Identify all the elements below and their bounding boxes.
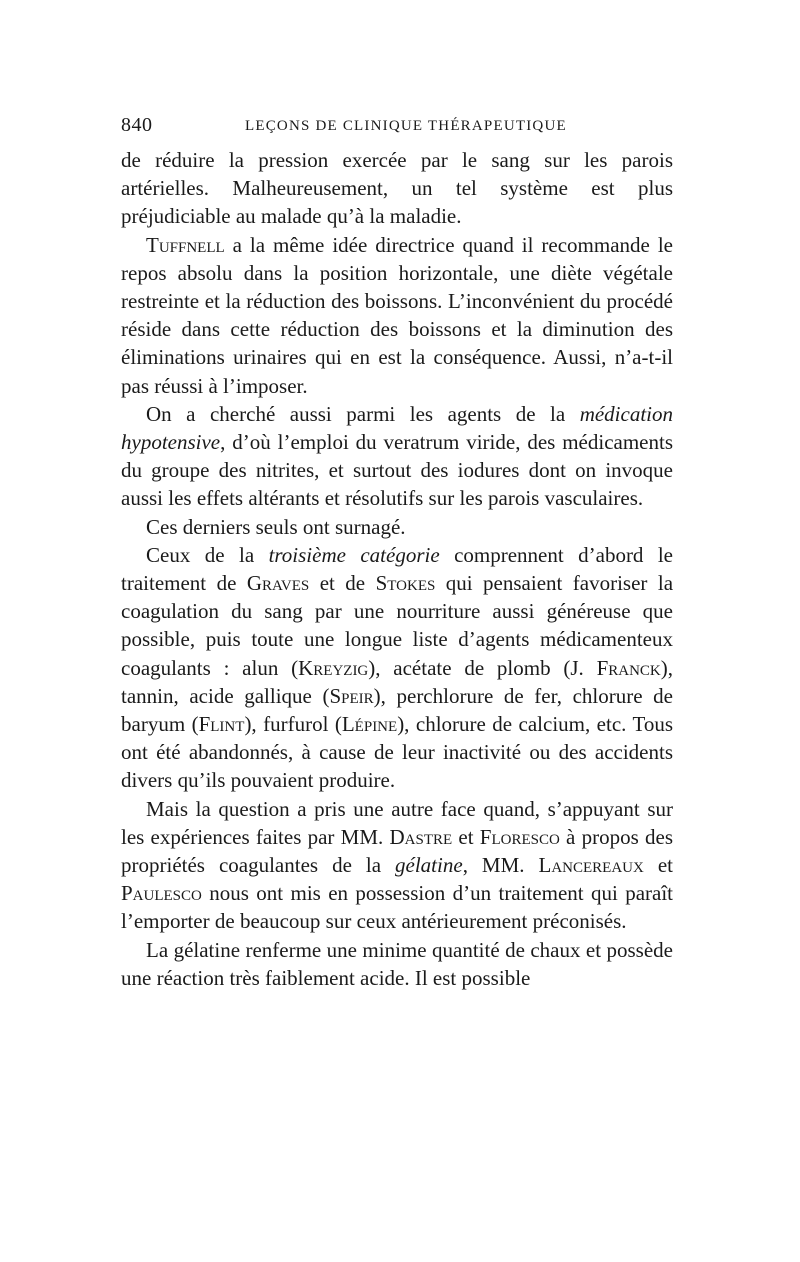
text-segment: et (452, 824, 480, 849)
emphasis-text: troisième catégorie (268, 542, 440, 567)
text-segment: et de (309, 571, 376, 596)
text-segment: Ces derniers seuls ont surnagé. (146, 514, 406, 539)
paragraph (121, 146, 673, 231)
author-name: Franck (596, 655, 661, 680)
text-segment: comprennent d’abord le traitement de (121, 542, 674, 596)
text-segment: Mais la question a pris une autre face quand, s’appuyant sur les expériences faites par MM. (121, 796, 673, 849)
text-segment: Ceux de la (146, 542, 269, 567)
author-name: Flint (198, 712, 245, 737)
text-segment: nous ont mis en possession d’un traitement qui paraît l’emporter de beaucoup sur ceux antérieurement préconisés. (121, 881, 673, 934)
author-name: Dastre (389, 824, 453, 849)
running-title: LEÇONS DE CLINIQUE THÉRAPEUTIQUE (245, 118, 567, 134)
emphasis-text: médication hypotensive (121, 401, 673, 455)
author-name: Graves (246, 571, 310, 596)
paragraph (121, 936, 673, 992)
emphasis-text: gélatine (395, 853, 463, 878)
author-name: Tuffnell (146, 232, 225, 257)
text-segment: qui pensaient favoriser la coagulation du sang par une nourriture aussi généreuse que possible, puis toute une longue liste d’agents médicamenteux coagulants : alun ( (121, 571, 674, 680)
page-header (121, 108, 673, 146)
text-segment: On a cherché aussi parmi les agents de la (146, 401, 580, 426)
page-number: 840 (121, 114, 153, 136)
text-segment: ), furfurol ( (244, 712, 342, 737)
paragraph (121, 513, 673, 541)
author-name: Stokes (375, 571, 436, 596)
text-segment: ), acétate de plomb (J. (368, 655, 597, 680)
paragraph (121, 400, 673, 513)
paragraph (121, 541, 673, 795)
author-name: Floresco (479, 824, 560, 849)
text-segment: ), tannin, acide gallique ( (121, 655, 673, 708)
author-name: Speir (329, 683, 374, 708)
author-name: Kreyzig (298, 655, 369, 680)
text-segment: ), chlorure de calcium, etc. Tous ont été abandonnés, à cause de leur inactivité ou des accidents divers qu’ils pouvaient produire. (121, 712, 673, 793)
author-name: Lépine (341, 712, 398, 737)
paragraph (121, 231, 673, 400)
text-segment: , d’où l’emploi du veratrum viride, des médicaments du groupe des nitrites, et surtout des iodures dont on invoque aussi les effets altérants et résolutifs sur les parois vasculaires. (121, 430, 673, 511)
author-name: Paulesco (121, 881, 202, 906)
text-segment: ), perchlorure de fer, chlorure de baryum ( (121, 683, 673, 737)
text-segment: de réduire la pression exercée par le sang sur les parois artérielles. Malheureusement, un tel système est plus préjudiciable au malade qu’à la maladie. (121, 148, 673, 229)
paragraph (121, 795, 673, 936)
text-segment: et (643, 853, 673, 878)
text-segment: , MM. (462, 853, 539, 878)
text-segment: à propos des propriétés coagulantes de la (121, 824, 673, 878)
body-text (121, 146, 673, 992)
author-name: Lancereaux (538, 853, 644, 878)
text-segment: a la même idée directrice quand il recommande le repos absolu dans la position horizontale, une diète végétale restreinte et la réduction des boissons. L’inconvénient du procédé réside dans cette réduction des boissons et la diminution des éliminations urinaires qui en est la conséquence. Aussi, n’a-t-il pas réussi à l’imposer. (121, 232, 673, 398)
book-page (121, 108, 673, 992)
text-segment: La gélatine renferme une minime quantité de chaux et possède une réaction très faiblement acide. Il est possible (121, 937, 673, 990)
